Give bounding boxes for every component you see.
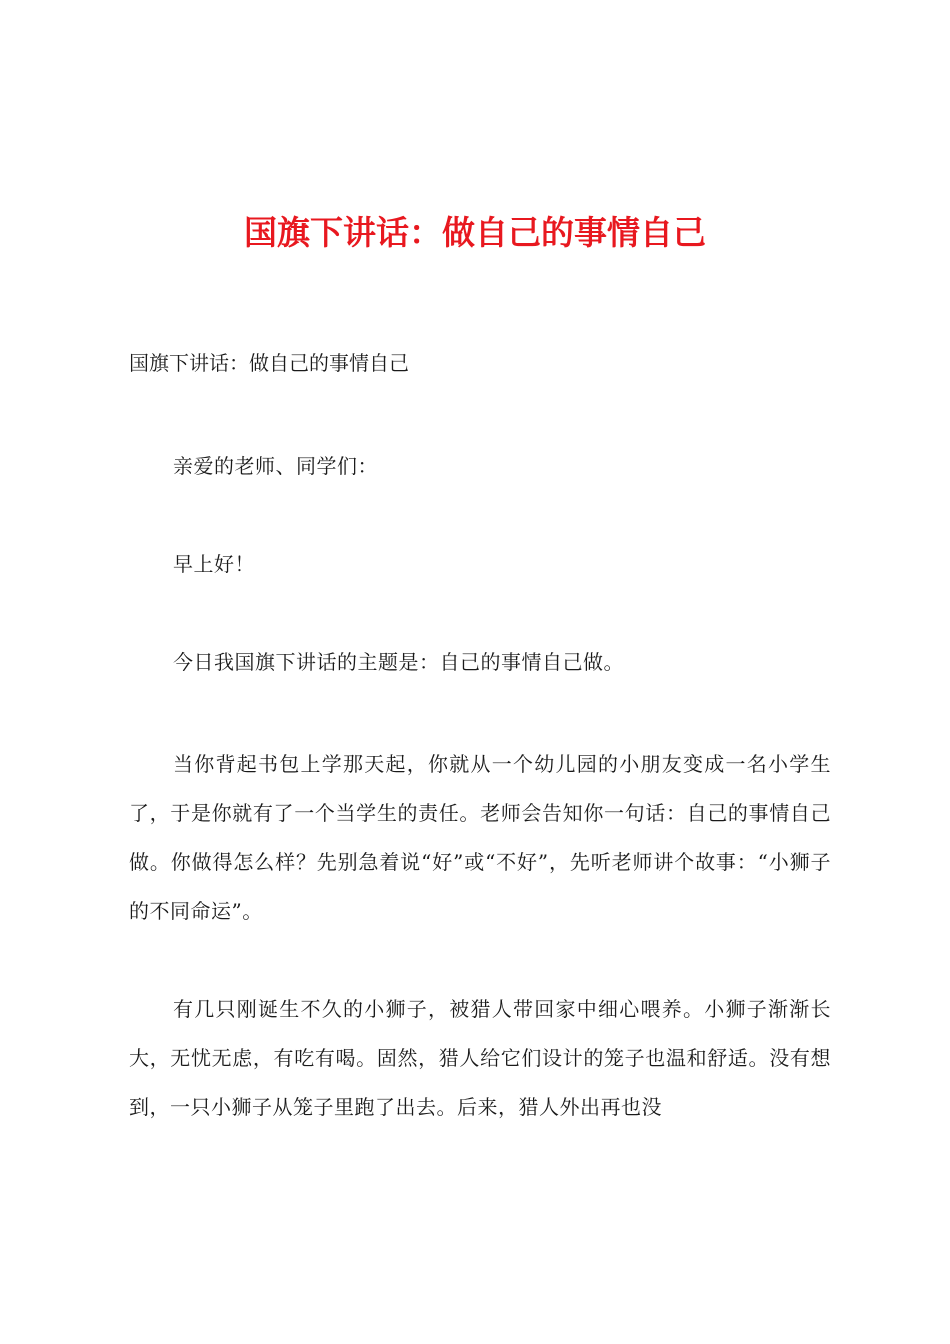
- paragraph-good-morning: 早上好！: [173, 552, 255, 576]
- paragraph-responsibility: 当你背起书包上学那天起，你就从一个幼儿园的小朋友变成一名小学生了，于是你就有了一个当学生的责任。老师会告知你一句话：自己的事情自己做。你做得怎么样？先别急着说“好”或“不好”，先听老师讲个故事：“小狮子的不同命运”。: [129, 752, 831, 923]
- document-subtitle: 国旗下讲话：做自己的事情自己: [129, 351, 409, 375]
- paragraph-greeting: 亲爱的老师、同学们：: [173, 454, 378, 478]
- document-title: 国旗下讲话：做自己的事情自己: [244, 213, 706, 252]
- paragraph-lion-story: 有几只刚诞生不久的小狮子，被猎人带回家中细心喂养。小狮子渐渐长大，无忧无虑，有吃有喝。固然，猎人给它们设计的笼子也温和舒适。没有想到，一只小狮子从笼子里跑了出去。后来，猎人外出再也没: [129, 997, 831, 1119]
- paragraph-topic: 今日我国旗下讲话的主题是：自己的事情自己做。: [173, 650, 624, 674]
